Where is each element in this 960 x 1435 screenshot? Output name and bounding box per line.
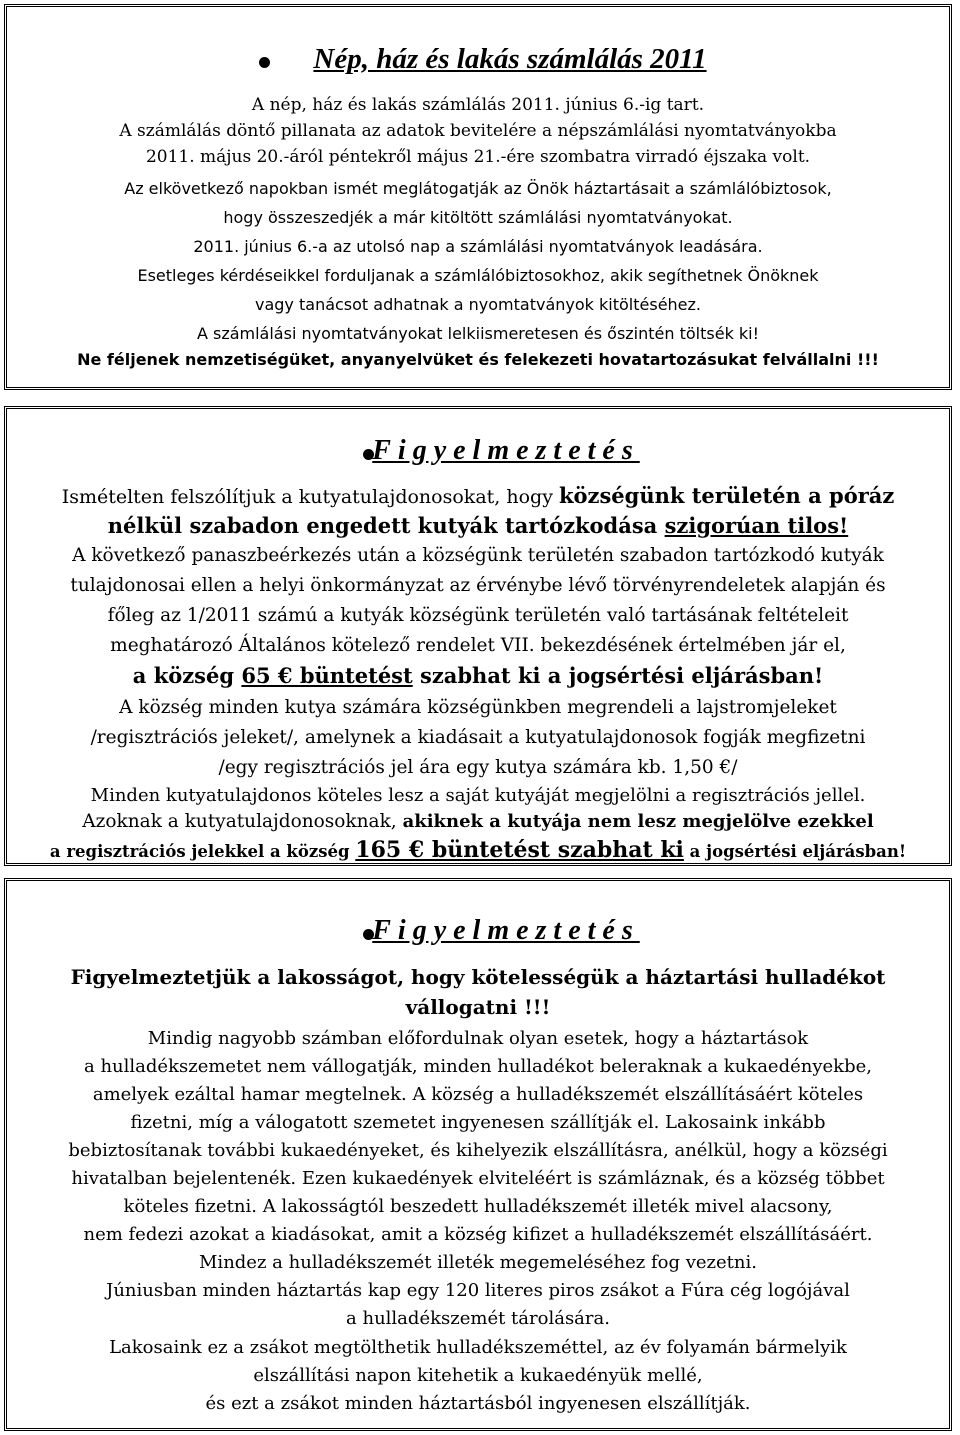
waste-line-12: Lakosaink ez a zsákot megtölthetik hulladékszeméttel, az év folyamán bármelyik (109, 1337, 847, 1358)
waste-line-13: elszállítási napon kitehetik a kukaedényük mellé, (253, 1365, 703, 1386)
dog-line-13-a: a regisztrációs jelekkel a község (49, 842, 356, 861)
waste-bold-line-2: vállogatni !!! (405, 995, 551, 1019)
waste-line-4: fizetni, míg a válogatott szemetet ingyenesen szállítják el. Lakosaink inkább (130, 1112, 826, 1133)
dog-fine-a: a község (132, 663, 242, 688)
census-line-7: Esetleges kérdéseikkel forduljanak a számlálóbiztosokhoz, akik segíthetnek Önöknek (137, 266, 819, 285)
waste-line-14: és ezt a zsákot minden háztartásból ingyenesen elszállítják. (205, 1393, 751, 1414)
dog-line-13-c: a jogsértési eljárásban! (683, 842, 907, 861)
dog-line-2 (7, 513, 949, 538)
census-line-1: A nép, ház és lakás számlálás 2011. június 6.-ig tart. (251, 95, 705, 115)
dog-fine-amount: 65 € büntetést (241, 663, 413, 688)
dog-line-12-normal: Azoknak a kutyatulajdonosoknak, (82, 811, 403, 832)
waste-warning-box (4, 878, 952, 1431)
dog-line-6: meghatározó Általános kötelező rendelet VII. bekezdésének értelmében jár el, (110, 635, 846, 656)
census-line-6: 2011. június 6.-a az utolsó nap a számlálási nyomtatványok leadására. (193, 237, 763, 256)
census-line-5: hogy összeszedjék a már kitöltött számlálási nyomtatványokat. (223, 208, 733, 227)
dog-line-12 (7, 811, 949, 832)
waste-line-6: hivatalban bejelentenék. Ezen kukaedények elviteléért is számláznak, és a község többet (71, 1168, 885, 1189)
census-line-2: A számlálás döntő pillanata az adatok bevitelére a népszámlálási nyomtatványokba (119, 121, 837, 141)
census-line-9: A számlálási nyomtatványokat lelkiismeretesen és őszintén töltsék ki! (196, 324, 760, 343)
census-line-3: 2011. május 20.-áról péntekről május 21.-ére szombatra virradó éjszaka volt. (145, 147, 811, 167)
dog-fine-line (7, 663, 949, 688)
waste-line-11: a hulladékszemét tárolására. (346, 1308, 610, 1329)
dog-line-1-bold: községünk területén a póráz (558, 483, 895, 508)
dog-line-13-fine: 165 € büntetést szabhat ki (355, 837, 684, 863)
dog-line-11: Minden kutyatulajdonos köteles lesz a saját kutyáját megjelölni a regisztrációs jellel. (90, 785, 866, 806)
dog-line-2-underlined: szigorúan tilos! (664, 513, 849, 538)
waste-bold-line-1: Figyelmeztetjük a lakosságot, hogy kötelességük a háztartási hulladékot (70, 965, 886, 989)
waste-line-9: Mindez a hulladékszemét illeték megemeléséhez fog vezetni. (199, 1252, 757, 1273)
waste-line-1: Mindig nagyobb számban előfordulnak olyan esetek, hogy a háztartások (147, 1028, 809, 1049)
census-line-10: Ne féljenek nemzetiségüket, anyanyelvüket és felekezeti hovatartozásukat felvállalni !!! (77, 350, 879, 369)
waste-line-2: a hulladékszemetet nem vállogatják, minden hulladékot beleraknak a kukaedényekbe, (84, 1056, 872, 1077)
census-notice-box (4, 4, 952, 390)
dog-line-1 (7, 483, 949, 508)
dog-line-12-bold: akiknek a kutyája nem lesz megjelölve ezekkel (402, 811, 874, 832)
waste-line-8: nem fedezi azokat a kiadásokat, amit a község kifizet a hulladékszemét elszállításáért. (83, 1224, 873, 1245)
dog-line-1-normal: Ismételten felszólítjuk a kutyatulajdonosokat, hogy (61, 486, 559, 508)
dog-line-3: A következő panaszbeérkezés után a községünk területén szabadon tartózkodó kutyák (72, 545, 884, 566)
dog-line-2-bold: nélkül szabadon engedett kutyák tartózkodása (107, 513, 665, 538)
waste-warning-heading: Figyelmeztetés (372, 915, 640, 946)
dog-line-10: /egy regisztrációs jel ára egy kutya számára kb. 1,50 €/ (218, 757, 738, 778)
dog-warning-box (4, 406, 952, 866)
dog-line-8: A község minden kutya számára községünkben megrendeli a lajstromjeleket (119, 697, 837, 718)
census-heading: Nép, ház és lakás számlálás 2011 (313, 43, 707, 75)
dog-fine-c: szabhat ki a jogsértési eljárásban! (412, 663, 824, 688)
waste-line-5: bebiztosítanak további kukaedényeket, és kihelyezik elszállításra, anélkül, hogy a községi (68, 1140, 888, 1161)
dog-warning-heading: Figyelmeztetés (372, 435, 640, 466)
dog-line-5: főleg az 1/2011 számú a kutyák községünk területén való tartásának feltételeit (107, 605, 849, 626)
census-line-4: Az elkövetkező napokban ismét meglátogatják az Önök háztartásait a számlálóbiztosok, (124, 179, 832, 198)
waste-line-10: Júniusban minden háztartás kap egy 120 literes piros zsákot a Fúra cég logójával (106, 1280, 850, 1301)
waste-line-3: amelyek ezáltal hamar megtelnek. A község a hulladékszemét elszállításáért köteles (92, 1084, 864, 1105)
waste-line-7: köteles fizetni. A lakosságtól beszedett hulladékszemét illeték mivel alacsony, (123, 1196, 833, 1217)
dog-line-9: /regisztrációs jeleket/, amelynek a kiadásait a kutyatulajdonosok fogják megfizetni (90, 727, 866, 748)
census-line-8: vagy tanácsot adhatnak a nyomtatványok kitöltéséhez. (255, 295, 701, 314)
dog-line-13 (7, 837, 949, 863)
dog-line-4: tulajdonosai ellen a helyi önkormányzat az érvénybe lévő törvényrendeletek alapján és (70, 575, 886, 596)
